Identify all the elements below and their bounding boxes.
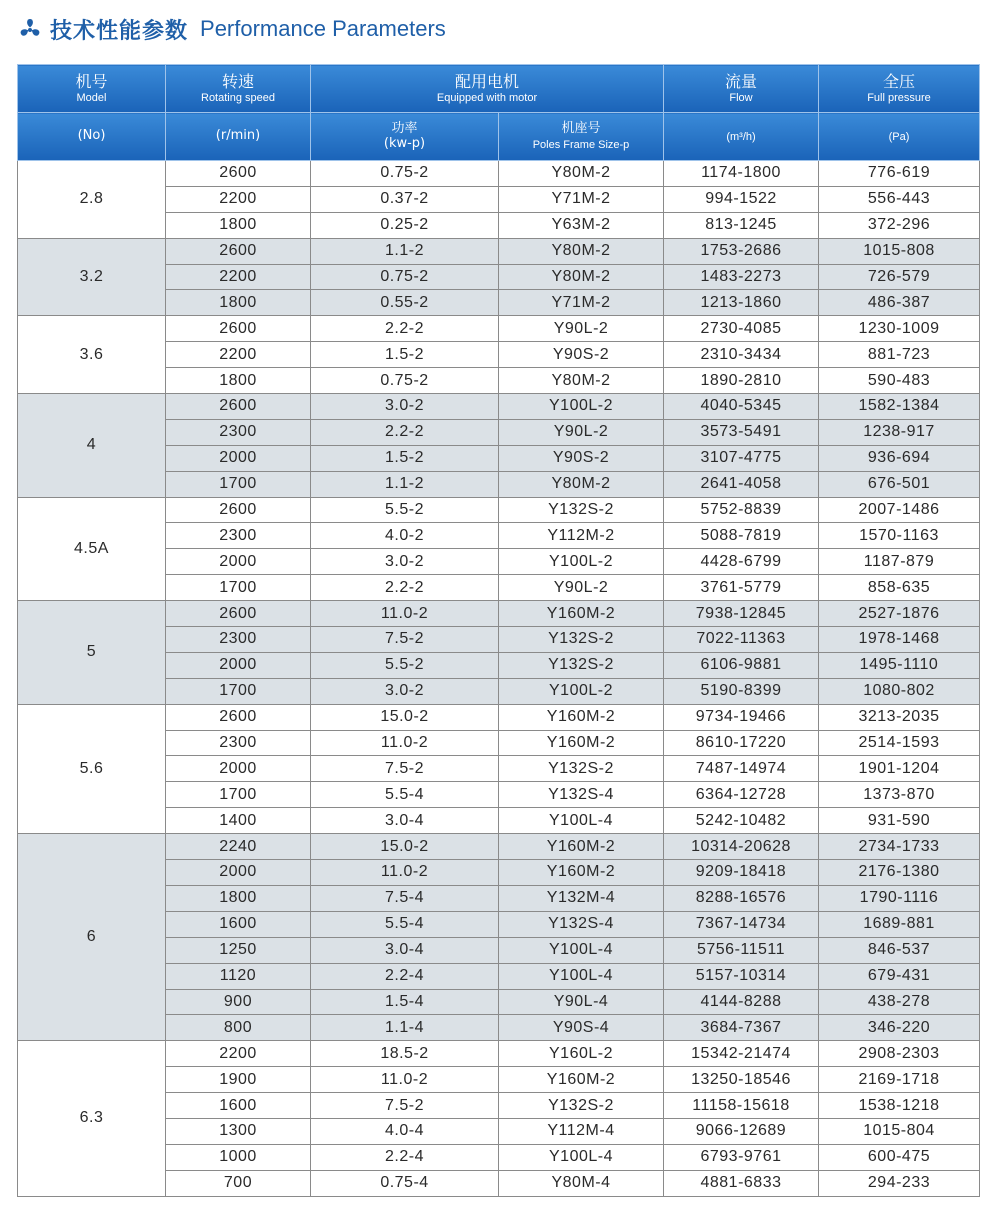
frame-size-cell: Y132S-4: [499, 782, 664, 808]
frame-size-cell: Y100L-4: [499, 1144, 664, 1170]
model-group: [18, 238, 980, 316]
power-cell: 3.0-2: [311, 394, 499, 420]
model-cell: 6: [18, 834, 166, 1041]
power-cell: 0.75-4: [311, 1170, 499, 1196]
pressure-cell: 2176-1380: [819, 860, 980, 886]
pressure-cell: 556-443: [819, 186, 980, 212]
power-cell: 18.5-2: [311, 1041, 499, 1067]
power-cell: 0.75-2: [311, 264, 499, 290]
power-cell: 2.2-4: [311, 963, 499, 989]
frame-size-cell: Y132S-4: [499, 911, 664, 937]
header-model: 机号 Model: [18, 65, 166, 113]
model-cell: 4: [18, 394, 166, 498]
speed-cell: 1700: [166, 471, 311, 497]
flow-cell: 5190-8399: [664, 678, 819, 704]
frame-size-cell: Y90L-2: [499, 419, 664, 445]
speed-cell: 2000: [166, 549, 311, 575]
pressure-cell: 2514-1593: [819, 730, 980, 756]
pressure-cell: 1570-1163: [819, 523, 980, 549]
flow-cell: 3684-7367: [664, 1015, 819, 1041]
power-cell: 0.75-2: [311, 161, 499, 187]
power-cell: 4.0-4: [311, 1118, 499, 1144]
speed-cell: 1700: [166, 782, 311, 808]
flow-cell: 3573-5491: [664, 419, 819, 445]
pressure-cell: 294-233: [819, 1170, 980, 1196]
speed-cell: 1120: [166, 963, 311, 989]
flow-cell: 6106-9881: [664, 652, 819, 678]
pressure-cell: 2734-1733: [819, 834, 980, 860]
flow-cell: 9066-12689: [664, 1118, 819, 1144]
header-flow: 流量 Flow: [664, 65, 819, 113]
frame-size-cell: Y160M-2: [499, 704, 664, 730]
frame-size-cell: Y132S-2: [499, 652, 664, 678]
speed-cell: 1700: [166, 678, 311, 704]
power-cell: 0.25-2: [311, 212, 499, 238]
model-cell: 5: [18, 601, 166, 705]
frame-size-cell: Y160M-2: [499, 860, 664, 886]
pressure-cell: 1978-1468: [819, 627, 980, 653]
header-model-unit: (No): [18, 113, 166, 161]
flow-cell: 1483-2273: [664, 264, 819, 290]
speed-cell: 2000: [166, 445, 311, 471]
speed-cell: 1800: [166, 290, 311, 316]
model-cell: 6.3: [18, 1041, 166, 1196]
title-en: Performance Parameters: [200, 16, 446, 41]
speed-cell: 1800: [166, 212, 311, 238]
pressure-cell: 679-431: [819, 963, 980, 989]
frame-size-cell: Y100L-2: [499, 678, 664, 704]
pressure-cell: 776-619: [819, 161, 980, 187]
frame-size-cell: Y63M-2: [499, 212, 664, 238]
flow-cell: 8610-17220: [664, 730, 819, 756]
power-cell: 3.0-2: [311, 678, 499, 704]
power-cell: 3.0-2: [311, 549, 499, 575]
frame-size-cell: Y90L-2: [499, 575, 664, 601]
pressure-cell: 1538-1218: [819, 1093, 980, 1119]
power-cell: 1.1-2: [311, 238, 499, 264]
frame-size-cell: Y80M-2: [499, 368, 664, 394]
power-cell: 11.0-2: [311, 1067, 499, 1093]
model-cell: 3.2: [18, 238, 166, 316]
flow-cell: 2641-4058: [664, 471, 819, 497]
speed-cell: 2000: [166, 756, 311, 782]
pressure-cell: 590-483: [819, 368, 980, 394]
frame-size-cell: Y80M-2: [499, 471, 664, 497]
pressure-cell: 676-501: [819, 471, 980, 497]
power-cell: 7.5-2: [311, 756, 499, 782]
power-cell: 7.5-4: [311, 885, 499, 911]
model-group: [18, 316, 980, 394]
pressure-cell: 2527-1876: [819, 601, 980, 627]
power-cell: 2.2-4: [311, 1144, 499, 1170]
pressure-cell: 1689-881: [819, 911, 980, 937]
flow-cell: 994-1522: [664, 186, 819, 212]
frame-size-cell: Y100L-2: [499, 549, 664, 575]
pressure-cell: 2007-1486: [819, 497, 980, 523]
table-row: [18, 704, 980, 730]
pressure-cell: 372-296: [819, 212, 980, 238]
flow-cell: 11158-15618: [664, 1093, 819, 1119]
flow-cell: 2730-4085: [664, 316, 819, 342]
speed-cell: 1600: [166, 1093, 311, 1119]
pressure-cell: 2169-1718: [819, 1067, 980, 1093]
speed-cell: 2300: [166, 730, 311, 756]
header-motor: 配用电机 Equipped with motor: [311, 65, 664, 113]
power-cell: 7.5-2: [311, 627, 499, 653]
power-cell: 5.5-4: [311, 911, 499, 937]
frame-size-cell: Y160M-2: [499, 834, 664, 860]
frame-size-cell: Y100L-4: [499, 937, 664, 963]
flow-cell: 1890-2810: [664, 368, 819, 394]
pressure-cell: 858-635: [819, 575, 980, 601]
pressure-cell: 346-220: [819, 1015, 980, 1041]
page-title: [18, 14, 446, 44]
speed-cell: 2300: [166, 523, 311, 549]
pressure-cell: 1582-1384: [819, 394, 980, 420]
pressure-cell: 1015-808: [819, 238, 980, 264]
frame-size-cell: Y132M-4: [499, 885, 664, 911]
power-cell: 1.5-2: [311, 342, 499, 368]
power-cell: 11.0-2: [311, 730, 499, 756]
model-group: [18, 497, 980, 601]
power-cell: 11.0-2: [311, 601, 499, 627]
frame-size-cell: Y90S-4: [499, 1015, 664, 1041]
table-row: [18, 394, 980, 420]
header-power: 功率 (kw-p): [311, 113, 499, 161]
table-row: [18, 497, 980, 523]
pressure-cell: 1015-804: [819, 1118, 980, 1144]
speed-cell: 2600: [166, 316, 311, 342]
power-cell: 3.0-4: [311, 808, 499, 834]
model-cell: 5.6: [18, 704, 166, 833]
frame-size-cell: Y132S-2: [499, 756, 664, 782]
pressure-cell: 881-723: [819, 342, 980, 368]
fan-icon: [18, 17, 42, 41]
speed-cell: 2200: [166, 186, 311, 212]
speed-cell: 2240: [166, 834, 311, 860]
pressure-cell: 931-590: [819, 808, 980, 834]
power-cell: 1.5-2: [311, 445, 499, 471]
pressure-cell: 1230-1009: [819, 316, 980, 342]
header-frame: 机座号 Poles Frame Size-p: [499, 113, 664, 161]
speed-cell: 2600: [166, 704, 311, 730]
flow-cell: 5242-10482: [664, 808, 819, 834]
model-group: [18, 704, 980, 833]
flow-cell: 7022-11363: [664, 627, 819, 653]
header-pressure-unit: (Pa): [819, 113, 980, 161]
speed-cell: 1800: [166, 885, 311, 911]
table-row: [18, 316, 980, 342]
table-row: [18, 238, 980, 264]
pressure-cell: 1790-1116: [819, 885, 980, 911]
power-cell: 0.75-2: [311, 368, 499, 394]
model-cell: 2.8: [18, 161, 166, 239]
flow-cell: 3761-5779: [664, 575, 819, 601]
pressure-cell: 1080-802: [819, 678, 980, 704]
frame-size-cell: Y160M-2: [499, 1067, 664, 1093]
flow-cell: 7367-14734: [664, 911, 819, 937]
speed-cell: 2300: [166, 419, 311, 445]
model-group: [18, 1041, 980, 1196]
speed-cell: 1250: [166, 937, 311, 963]
flow-cell: 5088-7819: [664, 523, 819, 549]
speed-cell: 1800: [166, 368, 311, 394]
speed-cell: 2600: [166, 238, 311, 264]
speed-cell: 2600: [166, 497, 311, 523]
model-cell: 3.6: [18, 316, 166, 394]
frame-size-cell: Y90L-2: [499, 316, 664, 342]
flow-cell: 8288-16576: [664, 885, 819, 911]
frame-size-cell: Y90S-2: [499, 342, 664, 368]
power-cell: 5.5-2: [311, 497, 499, 523]
speed-cell: 2000: [166, 652, 311, 678]
frame-size-cell: Y132S-2: [499, 497, 664, 523]
flow-cell: 15342-21474: [664, 1041, 819, 1067]
speed-cell: 2600: [166, 161, 311, 187]
pressure-cell: 1238-917: [819, 419, 980, 445]
frame-size-cell: Y132S-2: [499, 1093, 664, 1119]
power-cell: 1.1-4: [311, 1015, 499, 1041]
flow-cell: 4144-8288: [664, 989, 819, 1015]
flow-cell: 6793-9761: [664, 1144, 819, 1170]
speed-cell: 2600: [166, 394, 311, 420]
frame-size-cell: Y90L-4: [499, 989, 664, 1015]
table-row: [18, 161, 980, 187]
flow-cell: 13250-18546: [664, 1067, 819, 1093]
pressure-cell: 846-537: [819, 937, 980, 963]
pressure-cell: 600-475: [819, 1144, 980, 1170]
performance-table: [17, 64, 980, 1197]
frame-size-cell: Y80M-2: [499, 264, 664, 290]
pressure-cell: 936-694: [819, 445, 980, 471]
speed-cell: 1900: [166, 1067, 311, 1093]
frame-size-cell: Y80M-4: [499, 1170, 664, 1196]
pressure-cell: 486-387: [819, 290, 980, 316]
speed-cell: 900: [166, 989, 311, 1015]
frame-size-cell: Y71M-2: [499, 186, 664, 212]
speed-cell: 1000: [166, 1144, 311, 1170]
power-cell: 11.0-2: [311, 860, 499, 886]
header-pressure: 全压 Full pressure: [819, 65, 980, 113]
model-group: [18, 601, 980, 705]
pressure-cell: 2908-2303: [819, 1041, 980, 1067]
title-zh: 技术性能参数: [50, 18, 189, 44]
speed-cell: 1400: [166, 808, 311, 834]
power-cell: 2.2-2: [311, 419, 499, 445]
power-cell: 5.5-4: [311, 782, 499, 808]
frame-size-cell: Y100L-2: [499, 394, 664, 420]
flow-cell: 813-1245: [664, 212, 819, 238]
flow-cell: 5752-8839: [664, 497, 819, 523]
flow-cell: 1174-1800: [664, 161, 819, 187]
speed-cell: 800: [166, 1015, 311, 1041]
power-cell: 1.1-2: [311, 471, 499, 497]
speed-cell: 2200: [166, 342, 311, 368]
frame-size-cell: Y160M-2: [499, 601, 664, 627]
power-cell: 1.5-4: [311, 989, 499, 1015]
power-cell: 0.55-2: [311, 290, 499, 316]
power-cell: 0.37-2: [311, 186, 499, 212]
table-row: [18, 601, 980, 627]
table-row: [18, 834, 980, 860]
power-cell: 4.0-2: [311, 523, 499, 549]
flow-cell: 5756-11511: [664, 937, 819, 963]
speed-cell: 2300: [166, 627, 311, 653]
frame-size-cell: Y160M-2: [499, 730, 664, 756]
flow-cell: 9209-18418: [664, 860, 819, 886]
power-cell: 5.5-2: [311, 652, 499, 678]
frame-size-cell: Y71M-2: [499, 290, 664, 316]
pressure-cell: 726-579: [819, 264, 980, 290]
speed-cell: 2600: [166, 601, 311, 627]
frame-size-cell: Y90S-2: [499, 445, 664, 471]
pressure-cell: 1187-879: [819, 549, 980, 575]
header-flow-unit: (m³/h): [664, 113, 819, 161]
model-group: [18, 834, 980, 1041]
speed-cell: 1700: [166, 575, 311, 601]
power-cell: 7.5-2: [311, 1093, 499, 1119]
table-row: [18, 1041, 980, 1067]
speed-cell: 1300: [166, 1118, 311, 1144]
pressure-cell: 438-278: [819, 989, 980, 1015]
flow-cell: 3107-4775: [664, 445, 819, 471]
flow-cell: 10314-20628: [664, 834, 819, 860]
flow-cell: 7487-14974: [664, 756, 819, 782]
speed-cell: 700: [166, 1170, 311, 1196]
power-cell: 15.0-2: [311, 834, 499, 860]
flow-cell: 4040-5345: [664, 394, 819, 420]
frame-size-cell: Y100L-4: [499, 963, 664, 989]
flow-cell: 2310-3434: [664, 342, 819, 368]
pressure-cell: 1495-1110: [819, 652, 980, 678]
frame-size-cell: Y112M-4: [499, 1118, 664, 1144]
speed-cell: 2200: [166, 1041, 311, 1067]
frame-size-cell: Y80M-2: [499, 161, 664, 187]
power-cell: 15.0-2: [311, 704, 499, 730]
frame-size-cell: Y80M-2: [499, 238, 664, 264]
header-speed: 转速 Rotating speed: [166, 65, 311, 113]
frame-size-cell: Y100L-4: [499, 808, 664, 834]
speed-cell: 2000: [166, 860, 311, 886]
pressure-cell: 3213-2035: [819, 704, 980, 730]
model-cell: 4.5A: [18, 497, 166, 601]
power-cell: 2.2-2: [311, 575, 499, 601]
flow-cell: 4881-6833: [664, 1170, 819, 1196]
model-group: [18, 161, 980, 239]
pressure-cell: 1373-870: [819, 782, 980, 808]
flow-cell: 5157-10314: [664, 963, 819, 989]
model-group: [18, 394, 980, 498]
power-cell: 3.0-4: [311, 937, 499, 963]
flow-cell: 6364-12728: [664, 782, 819, 808]
frame-size-cell: Y160L-2: [499, 1041, 664, 1067]
flow-cell: 4428-6799: [664, 549, 819, 575]
speed-cell: 1600: [166, 911, 311, 937]
flow-cell: 1213-1860: [664, 290, 819, 316]
flow-cell: 1753-2686: [664, 238, 819, 264]
pressure-cell: 1901-1204: [819, 756, 980, 782]
flow-cell: 7938-12845: [664, 601, 819, 627]
frame-size-cell: Y132S-2: [499, 627, 664, 653]
flow-cell: 9734-19466: [664, 704, 819, 730]
header-speed-unit: (r/min): [166, 113, 311, 161]
power-cell: 2.2-2: [311, 316, 499, 342]
frame-size-cell: Y112M-2: [499, 523, 664, 549]
speed-cell: 2200: [166, 264, 311, 290]
